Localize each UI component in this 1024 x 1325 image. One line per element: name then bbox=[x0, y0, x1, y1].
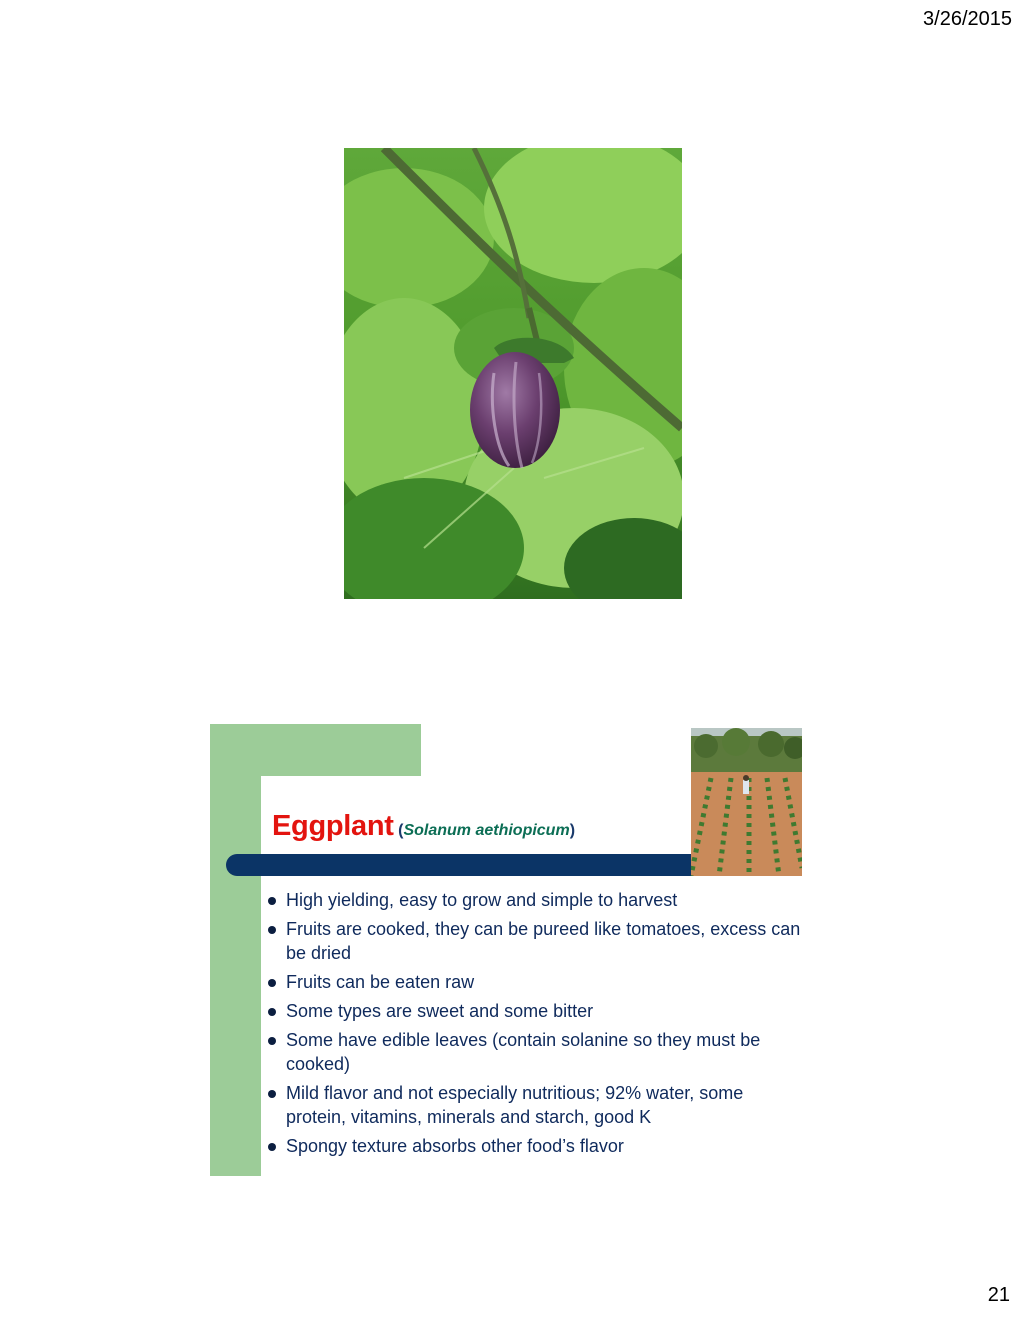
bullet-item: Some types are sweet and some bitter bbox=[266, 999, 806, 1023]
field-photo bbox=[691, 728, 802, 876]
accent-bar-horizontal bbox=[210, 724, 421, 776]
title-main: Eggplant bbox=[272, 810, 394, 842]
bullet-dot-icon bbox=[268, 1008, 276, 1016]
title-underline-bar bbox=[226, 854, 706, 876]
bullet-item: High yielding, easy to grow and simple to harvest bbox=[266, 888, 806, 912]
bullet-dot-icon bbox=[268, 926, 276, 934]
page-date: 3/26/2015 bbox=[923, 8, 1012, 30]
bullet-dot-icon bbox=[268, 1037, 276, 1045]
bullet-dot-icon bbox=[268, 979, 276, 987]
bullet-item: Mild flavor and not especially nutritious; 92% water, some protein, vitamins, minerals and starch, good K bbox=[266, 1081, 806, 1129]
paren-open: ( bbox=[398, 822, 404, 839]
slide-title bbox=[272, 810, 575, 843]
title-scientific bbox=[398, 822, 575, 839]
bullet-dot-icon bbox=[268, 1143, 276, 1151]
bullet-list bbox=[266, 888, 806, 1163]
bullet-item: Some have edible leaves (contain solanine so they must be cooked) bbox=[266, 1028, 806, 1076]
page-number: 21 bbox=[987, 1284, 1010, 1306]
bullet-item: Fruits are cooked, they can be pureed like tomatoes, excess can be dried bbox=[266, 917, 806, 965]
paren-close: ) bbox=[569, 822, 576, 839]
eggplant-photo bbox=[344, 148, 682, 599]
bullet-dot-icon bbox=[268, 897, 276, 905]
bullet-dot-icon bbox=[268, 1090, 276, 1098]
accent-bar-vertical bbox=[210, 724, 261, 1176]
bullet-item: Spongy texture absorbs other food’s flavor bbox=[266, 1134, 806, 1158]
scientific-name: Solanum aethiopicum bbox=[403, 822, 570, 839]
bullet-item: Fruits can be eaten raw bbox=[266, 970, 806, 994]
